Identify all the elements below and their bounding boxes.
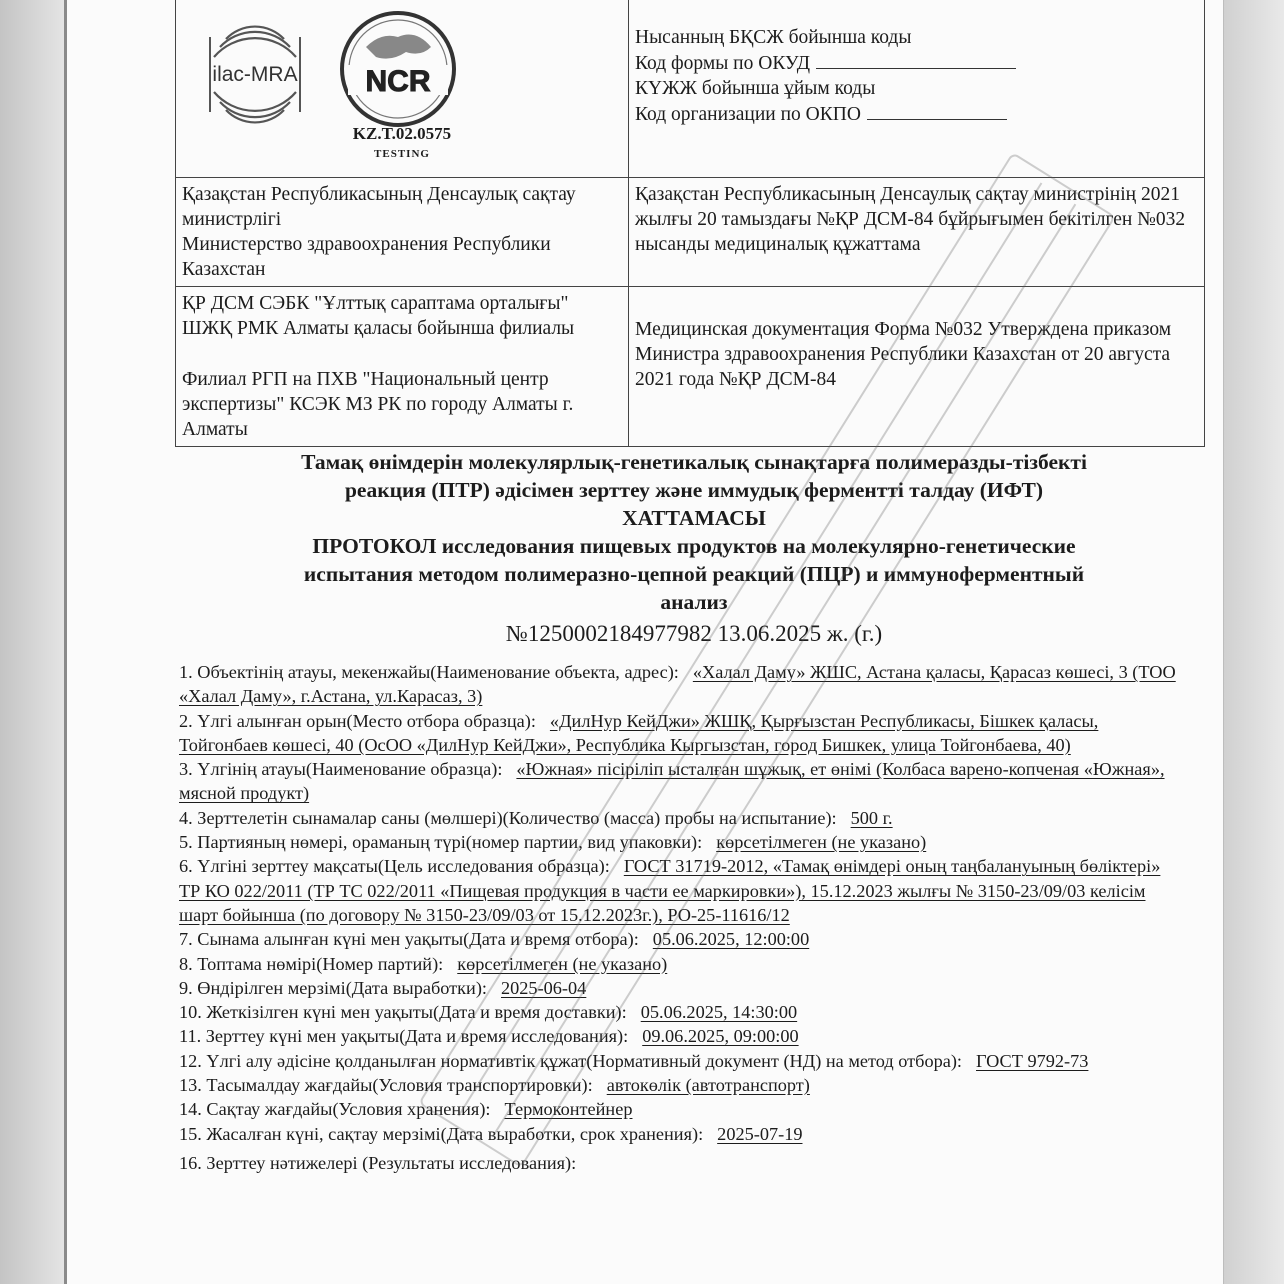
- field-value: ГОСТ 9792-73: [976, 1050, 1089, 1071]
- field-1: [179, 660, 1179, 709]
- field-label: 9. Өндірілген мерзімі(Дата выработки):: [179, 977, 487, 998]
- field-value: 2025-06-04: [501, 977, 587, 998]
- scan-background-left: [0, 0, 64, 1284]
- field-8: [179, 952, 1179, 976]
- field-13: [179, 1073, 1179, 1097]
- scan-background-right: [1221, 0, 1284, 1284]
- ilac-logo-text: ilac-MRA: [212, 63, 298, 86]
- ministry-left-kz: Қазақстан Республикасының Денсаулық сақтау министрлігі: [182, 184, 576, 230]
- field-label: 6. Үлгіні зерттеу мақсаты(Цель исследования образца):: [179, 856, 610, 877]
- field-value: көрсетілмеген (не указано): [716, 832, 927, 853]
- title-ru-line1: ПРОТОКОЛ исследования пищевых продуктов на молекулярно-генетические: [312, 534, 1076, 558]
- field-value: Термоконтейнер: [504, 1099, 633, 1120]
- field-label: 13. Тасымалдау жағдайы(Условия транспортировки):: [179, 1075, 593, 1096]
- ministry-right-cell: [629, 178, 1205, 287]
- code-line-4: [635, 101, 1198, 127]
- field-7: [179, 927, 1179, 951]
- form-codes-cell: [629, 0, 1205, 178]
- field-10: [179, 1000, 1179, 1024]
- protocol-title: [179, 448, 1209, 648]
- accreditation-type: TESTING: [374, 148, 430, 160]
- field-label: 11. Зерттеу күні мен уақыты(Дата и время исследования):: [179, 1026, 629, 1047]
- field-11: [179, 1024, 1179, 1048]
- field-label: 4. Зерттелетін сынамалар саны (мөлшері)(Количество (масса) пробы на испытание):: [179, 807, 837, 828]
- ministry-left-ru: Министерство здравоохранения Республики Казахстан: [182, 234, 551, 280]
- title-kz-line2: реакция (ПТР) әдісімен зерттеу және иммудық ферментті талдау (ИФТ): [344, 478, 1044, 502]
- branch-left-kz: ҚР ДСМ СЭБК "Ұлттық сараптама орталығы" ШЖҚ РМК Алматы қаласы бойынша филиалы: [182, 293, 575, 339]
- field-9: [179, 976, 1179, 1000]
- title-kz-line1: Тамақ өнімдерін молекулярлық-генетикалық сынақтарға полимеразды-тізбекті: [301, 450, 1087, 474]
- field-value: ГОСТ 31719-2012, «Тамақ өнімдері оның таңбалануының бөліктері» ТР КО 022/2011 (ТР ТС 022/2011 «Пищевая продукция в части ее маркировки»), 15.12.2023 жылғы № 3150-23/09/03 келісім шарт бойынша (по договору № 3150-23/09/03 от 15.12.2023г.), РО-25-11616/12: [179, 856, 1161, 925]
- field-label: 16. Зерттеу нәтижелері (Результаты исследования):: [179, 1152, 577, 1173]
- field-value: 09.06.2025, 09:00:00: [642, 1026, 799, 1047]
- document-page: [64, 0, 1224, 1284]
- field-label: 7. Сынама алынған күні мен уақыты(Дата и время отбора):: [179, 929, 639, 950]
- field-12: [179, 1049, 1179, 1073]
- branch-right-ru: Медицинская документация Форма №032 Утверждена приказом Министра здравоохранения Республики Казахстан от 20 августа 2021 года №ҚР ДСМ-84: [635, 319, 1172, 390]
- field-label: 1. Объектінің атауы, мекенжайы(Наименование объекта, адрес):: [179, 662, 679, 682]
- field-label: 3. Үлгінің атауы(Наименование образца):: [179, 759, 503, 780]
- protocol-fields: [179, 660, 1179, 1175]
- field-2: [179, 709, 1179, 758]
- logos-cell: [176, 0, 629, 178]
- ncr-logo: [336, 7, 461, 132]
- branch-left-cell: [176, 287, 629, 447]
- code-line-4-label: Код организации по ОКПО: [635, 104, 861, 125]
- ministry-left-cell: [176, 178, 629, 287]
- branch-left-ru: Филиал РГП на ПХВ "Национальный центр экспертизы" КСЭК МЗ РК по городу Алматы г. Алматы: [182, 369, 574, 440]
- field-value: «Халал Даму» ЖШС, Астана қаласы, Қарасаз көшесі, 3 (ТОО «Халал Даму», г.Астана, ул.Карасаз, 3): [179, 662, 1176, 707]
- field-value: 05.06.2025, 12:00:00: [652, 929, 810, 950]
- field-label: 2. Үлгі алынған орын(Место отбора образца):: [179, 710, 536, 731]
- ilac-mra-logo: [200, 17, 310, 132]
- branch-right-cell: [629, 287, 1205, 447]
- field-label: 12. Үлгі алу әдісіне қолданылған нормативтік құжат(Нормативный документ (НД) на метод отбора):: [179, 1050, 963, 1071]
- field-value: «Южная» пісіріліп ысталған шұжық, ет өнімі (Колбаса варено-копченая «Южная», мясной продукт): [179, 759, 1165, 804]
- title-ru-line3: анализ: [660, 590, 728, 614]
- field-14: [179, 1097, 1179, 1121]
- accreditation-code: KZ.T.02.0575: [352, 124, 452, 143]
- field-value: 500 г.: [850, 807, 893, 828]
- field-label: 14. Сақтау жағдайы(Условия хранения):: [179, 1099, 491, 1120]
- okud-blank: [816, 50, 1016, 69]
- ncr-logo-text: NCR: [365, 65, 431, 98]
- field-label: 15. Жасалған күні, сақтау мерзімі(Дата выработки, срок хранения):: [179, 1123, 704, 1144]
- field-6: [179, 854, 1179, 927]
- field-label: 5. Партияның нөмері, ораманың түрі(номер партии, вид упаковки):: [179, 832, 703, 853]
- field-5: [179, 830, 1179, 854]
- ministry-right-kz: Қазақстан Республикасының Денсаулық сақтау министрінің 2021 жылғы 20 тамыздағы №ҚР ДСМ-84 бұйрығымен бекітілген №032 нысанды медициналық құжаттама: [635, 184, 1186, 255]
- field-value: автокөлік (автотранспорт): [606, 1075, 810, 1096]
- field-4: [179, 806, 1179, 830]
- title-kz-line3: ХАТТАМАСЫ: [622, 506, 766, 530]
- field-value: 05.06.2025, 14:30:00: [640, 1002, 798, 1023]
- field-label: 8. Топтама нөмірі(Номер партий):: [179, 953, 444, 974]
- field-16: [179, 1151, 1179, 1175]
- code-line-2: [635, 50, 1198, 76]
- title-ru-line2: испытания методом полимеразно-цепной реакций (ПЦР) и иммуноферментный: [303, 562, 1085, 586]
- field-3: [179, 757, 1179, 806]
- field-label: 10. Жеткізілген күні мен уақыты(Дата и время доставки):: [179, 1002, 627, 1023]
- code-line-3: КҮЖЖ бойынша ұйым коды: [635, 78, 876, 99]
- code-line-2-label: Код формы по ОКУД: [635, 53, 811, 74]
- protocol-number: №1250002184977982 13.06.2025 ж. (г.): [505, 621, 883, 646]
- field-value: 2025-07-19: [717, 1123, 803, 1144]
- header-table: [175, 0, 1205, 447]
- field-15: [179, 1122, 1179, 1146]
- okpo-blank: [867, 101, 1007, 120]
- code-line-1: Нысанның БҚСЖ бойынша коды: [635, 27, 912, 48]
- field-value: «ДилНур КейДжи» ЖШҚ, Қырғызстан Республикасы, Бішкек қаласы, Тойгонбаев көшесі, 40 (ОсОО «ДилНур КейДжи», Республика Кыргызстан, город Бишкек, улица Тойгонбаева, 40): [179, 710, 1099, 755]
- field-value: көрсетілмеген (не указано): [457, 953, 668, 974]
